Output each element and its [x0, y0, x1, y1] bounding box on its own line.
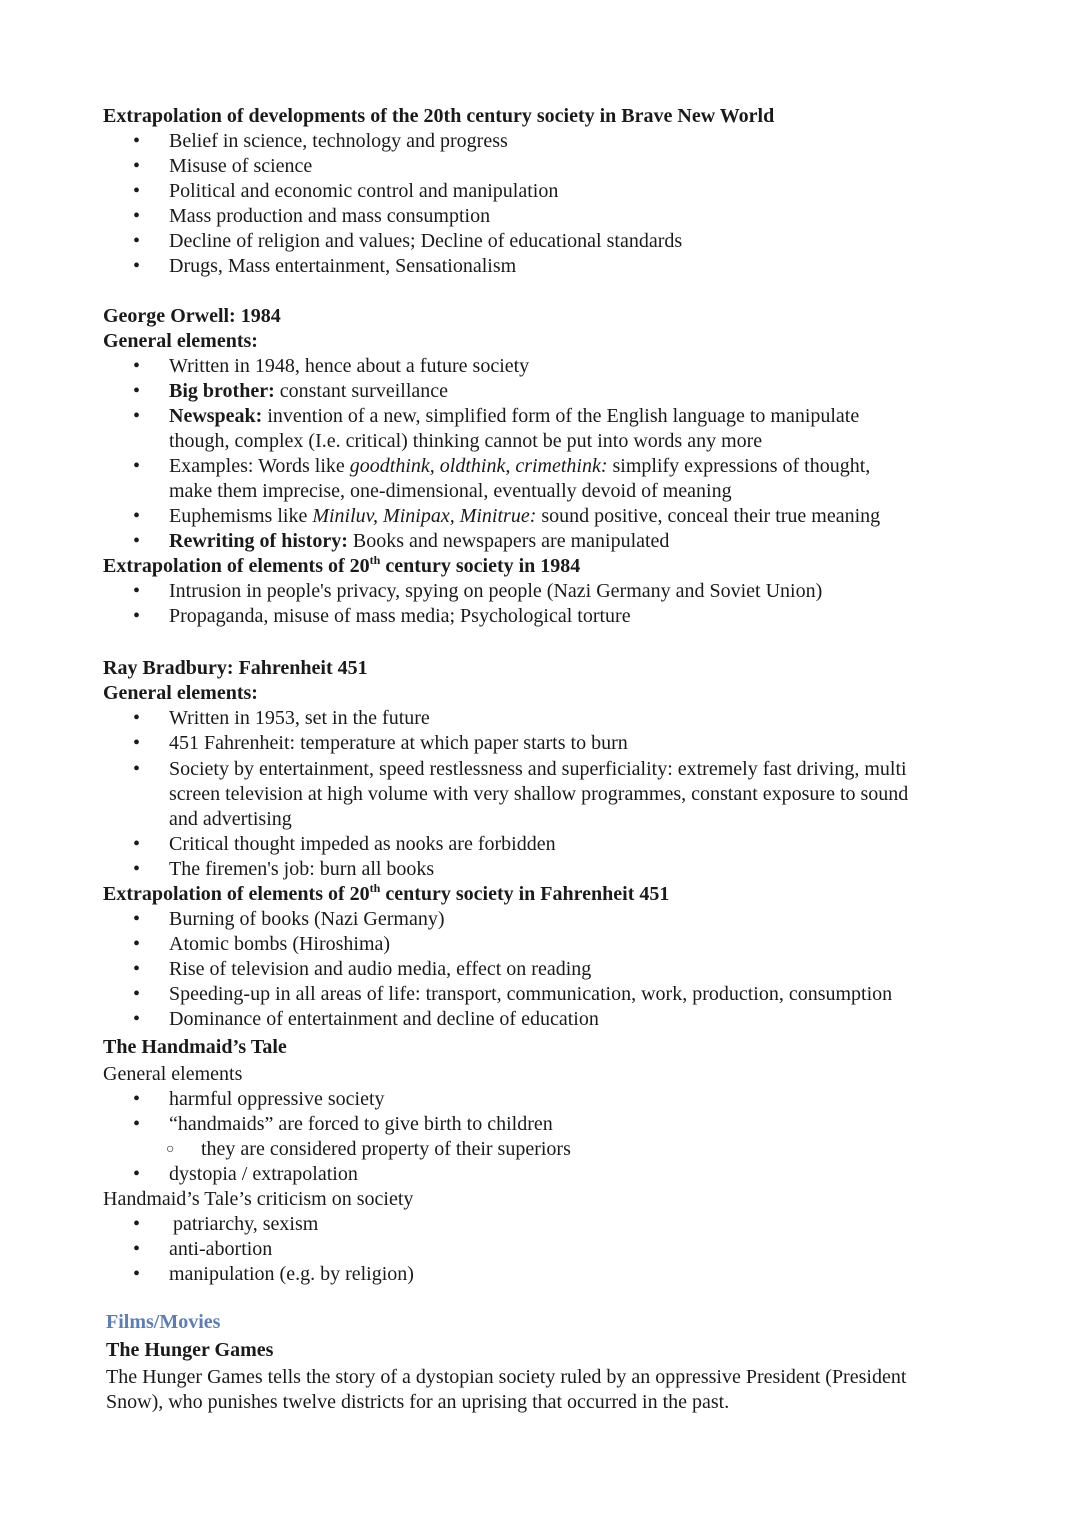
bradbury-title: Ray Bradbury: Fahrenheit 451 [103, 657, 368, 679]
handmaid-title: The Handmaid’s Tale [103, 1036, 287, 1058]
bullet-continuation: screen television at high volume with very shallow programmes, constant exposure to sound [169, 783, 909, 805]
hunger-games-title: The Hunger Games [106, 1339, 274, 1361]
bullet-continuation: make them imprecise, one-dimensional, eventually devoid of meaning [169, 480, 732, 502]
bullet-continuation: and advertising [169, 808, 292, 830]
handmaid-general-label: General elements [103, 1063, 243, 1085]
hunger-games-text-line: The Hunger Games tells the story of a dystopian society ruled by an oppressive President (President [106, 1366, 907, 1388]
brave-new-world-heading: Extrapolation of developments of the 20th century society in Brave New World [103, 105, 775, 127]
bullet-continuation: though, complex (I.e. critical) thinking cannot be put into words any more [169, 430, 763, 452]
orwell-title: George Orwell: 1984 [103, 305, 281, 327]
hunger-games-text-line: Snow), who punishes twelve districts for an uprising that occurred in the past. [106, 1391, 730, 1413]
document-page: Extrapolation of developments of the 20th century society in Brave New World • Belief in science, technology and progress • Misuse of science • Political and economic control and manipulation • Mass production and mass consumption • Decline of religion and values; Decline of educational standards • Drugs, Mass entertainment, Sensationalism George Orwell: 1984 General elements: • Written in 1948, hence about a future society • Big brother: constant surveillance • Newspeak: invention of a new, simplified form of the English language to manipulate though, complex (I.e. critical) thinking cannot be put into words any more • Examples: Words like goodthink, oldthink, crimethink: simplify expressions of thought, make them imprecise, one-dimensional, eventually devoid of meaning • Euphemisms like Miniluv, Minipax, Minitrue: sound positive, conceal their true meaning • Rewriting of history: Books and newspapers are manipulated Extrapolation of elements of 20th century society in 1984 • Intrusion in people's privacy, spying on people (Nazi Germany and Soviet Union) • Propaganda, misuse of mass media; Psychological torture Ray Bradbury: Fahrenheit 451 General elements: • Written in 1953, set in the future • 451 Fahrenheit: temperature at which paper starts to burn • Society by entertainment, speed restlessness and superficiality: extremely fast driving, multi screen television at high volume with very shallow programmes, constant exposure to sound and advertising • Critical thought impeded as nooks are forbidden • The firemen's job: burn all books Extrapolation of elements of 20th century society in Fahrenheit 451 • Burning of books (Nazi Germany) • Atomic bombs (Hiroshima) • Rise of television and audio media, effect on reading • Speeding-up in all areas of life: transport, communication, work, production, consumption • Dominance of entertainment and decline of education The Handmaid’s Tale General elements • harmful oppressive society • “handmaids” are forced to give birth to children ○ they are considered property of their superiors • dystopia / extrapolation Handmaid’s Tale’s criticism on society • patriarchy, sexism • anti-abortion • manipulation (e.g. by religion) Films/Movies The Hunger Games The Hunger Games tells the story of a dystopian society ruled by an oppressive President (President Snow), who punishes twelve districts for an uprising that occurred in the past. [103, 105, 909, 1413]
films-heading: Films/Movies [106, 1311, 221, 1333]
bradbury-extrapolation-heading: Extrapolation of elements of 20th century society in Fahrenheit 451 [103, 881, 670, 905]
orwell-general-label: General elements: [103, 330, 258, 352]
handmaid-criticism-label: Handmaid’s Tale’s criticism on society [103, 1188, 414, 1210]
orwell-extrapolation-heading: Extrapolation of elements of 20th century society in 1984 [103, 553, 581, 577]
bradbury-general-label: General elements: [103, 682, 258, 704]
